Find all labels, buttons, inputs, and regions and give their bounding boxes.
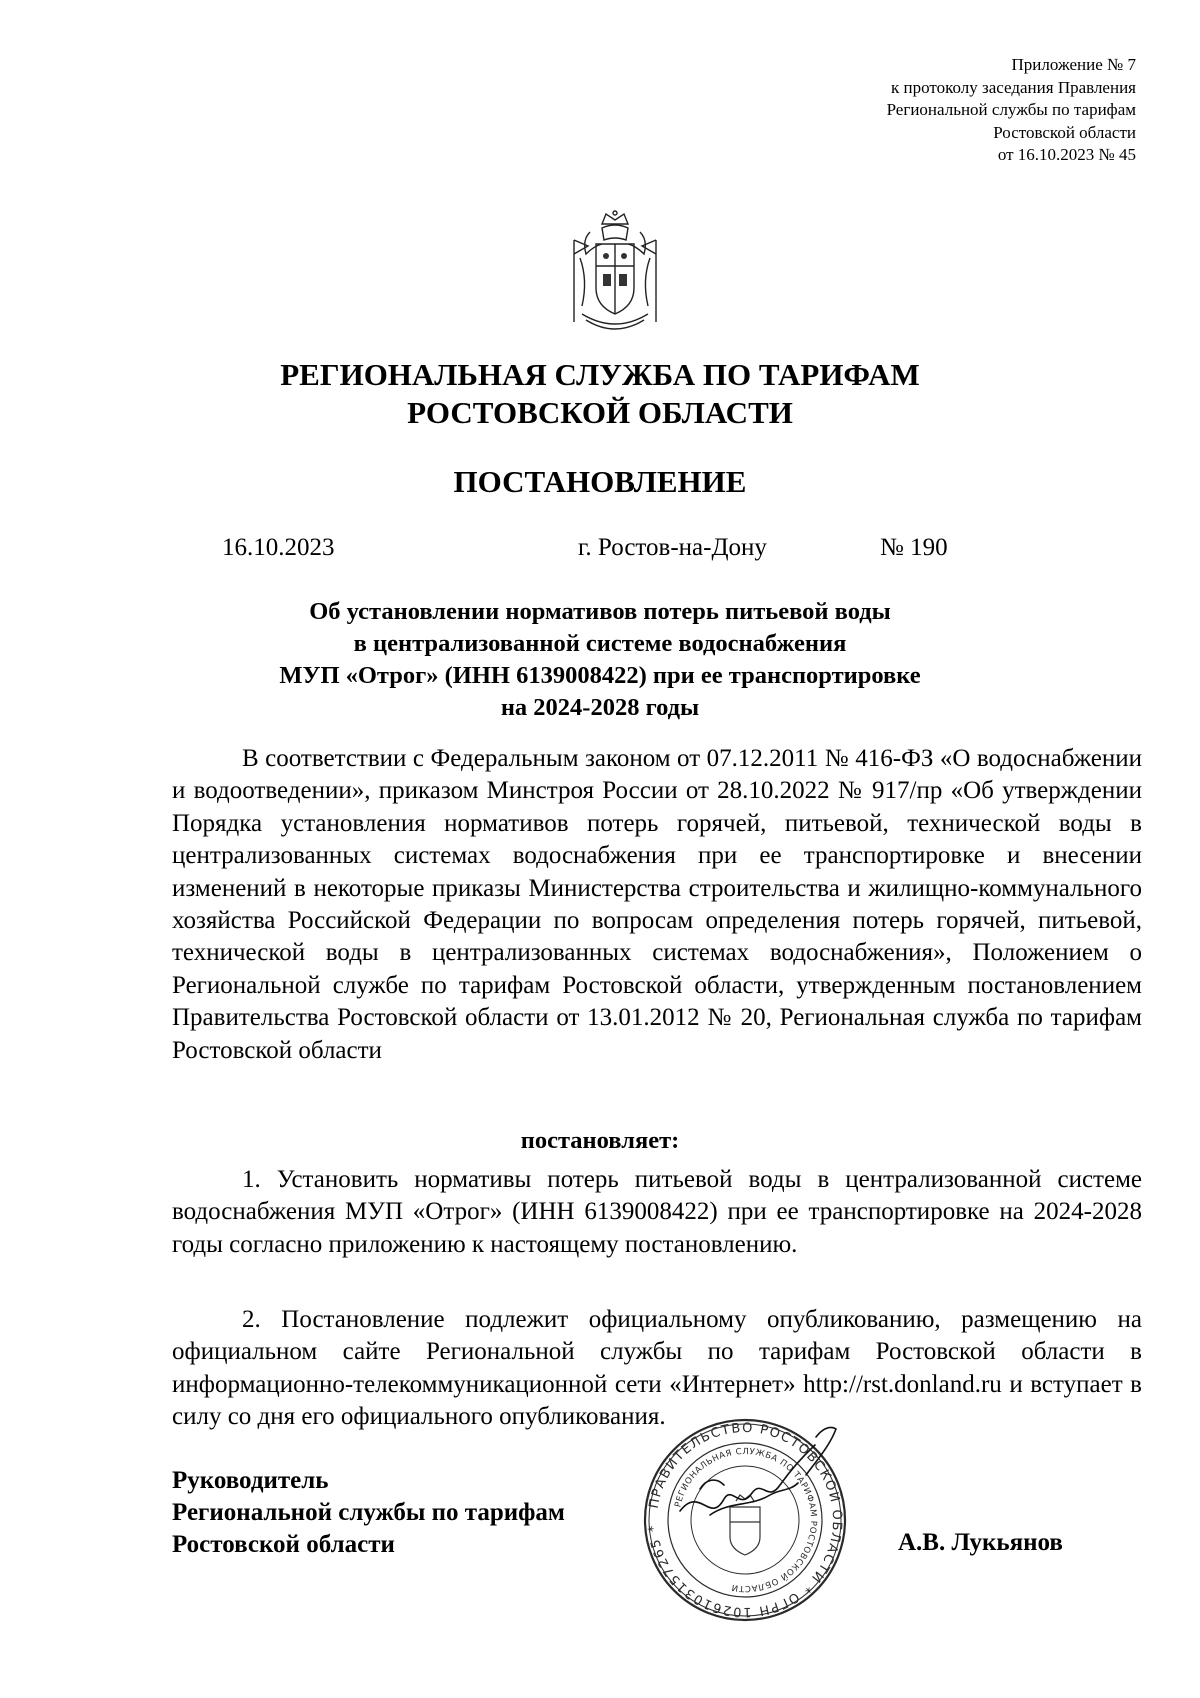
signatory-title-line: Ростовской области xyxy=(172,1531,395,1558)
organization-name-line: РОСТОВСКОЙ ОБЛАСТИ xyxy=(407,395,793,430)
appendix-line: от 16.10.2023 № 45 xyxy=(997,145,1136,164)
decree-word: постановляет: xyxy=(520,1127,680,1154)
preamble-paragraph: В соответствии с Федеральным законом от 07.12.2011 № 416-ФЗ «О водоснабжении и водоотведении», приказом Минстроя России от 28.10.2022 № 917/пр «Об утверждении Порядка установления нормативов потерь горячей, питьевой, технической воды в централизованных системах водоснабжения при ее транспортировке и внесении изменений в некоторые приказы Министерства строительства и жилищно-коммунального хозяйства Российской Федерации по вопросам определения потерь горячей, питьевой, технической воды в централизованных системах водоснабжения», Положением о Региональной службе по тарифам Ростовской области, утвержденным постановлением Правительства Ростовской области от 13.01.2012 № 20, Региональная служба по тарифам Ростовской области xyxy=(172,745,1142,1064)
document-number: № 190 xyxy=(880,534,948,561)
document-type: ПОСТАНОВЛЕНИЕ xyxy=(453,464,747,499)
official-seal-icon xyxy=(640,1415,850,1625)
decree-item-1: 1. Установить нормативы потерь питьевой воды в централизованной системе водоснабжения МУП «Отрог» (ИНН 6139008422) при ее транспортировке на 2024-2028 годы согласно приложению к настоящему постановлению. xyxy=(172,1166,1142,1258)
document-city: г. Ростов-на-Дону xyxy=(578,534,767,561)
signatory-name: А.В. Лукьянов xyxy=(898,1529,1063,1556)
appendix-line: Ростовской области xyxy=(993,122,1136,142)
subject-line: МУП «Отрог» (ИНН 6139008422) при ее транспортировке xyxy=(279,662,921,689)
subject-line: в централизованной системе водоснабжения xyxy=(353,630,847,657)
organization-name xyxy=(0,356,1200,432)
organization-name-line: РЕГИОНАЛЬНАЯ СЛУЖБА ПО ТАРИФАМ xyxy=(280,357,920,392)
appendix-line: Приложение № 7 xyxy=(1011,55,1136,74)
signatory-title xyxy=(172,1465,565,1561)
decree-item-2: 2. Постановление подлежит официальному опубликованию, размещению на официальном сайте Региональной службы по тарифам Ростовской области в информационно-телекоммуникационной сети «Интернет» http://rst.donland.ru и вступает в силу со дня его официального опубликования. xyxy=(172,1306,1142,1431)
coat-of-arms-icon xyxy=(560,210,670,338)
subject-line: Об установлении нормативов потерь питьевой воды xyxy=(309,598,891,625)
document-subject xyxy=(0,596,1200,724)
subject-line: на 2024-2028 годы xyxy=(500,694,700,721)
appendix-line: Региональной службы по тарифам xyxy=(886,100,1136,119)
appendix-line: к протоколу заседания Правления xyxy=(891,77,1136,97)
seal-outer-text: ПРАВИТЕЛЬСТВО РОСТОВСКОЙ ОБЛАСТИ * ОГРН 1026103157265 * xyxy=(646,1420,845,1620)
signatory-title-line: Региональной службы по тарифам xyxy=(172,1499,565,1526)
signatory-title-line: Руководитель xyxy=(172,1467,329,1494)
document-date: 16.10.2023 xyxy=(222,534,335,561)
seal-inner-text: РЕГИОНАЛЬНАЯ СЛУЖБА ПО ТАРИФАМ РОСТОВСКОЙ ОБЛАСТИ xyxy=(673,1446,819,1594)
appendix-block xyxy=(887,54,1136,167)
